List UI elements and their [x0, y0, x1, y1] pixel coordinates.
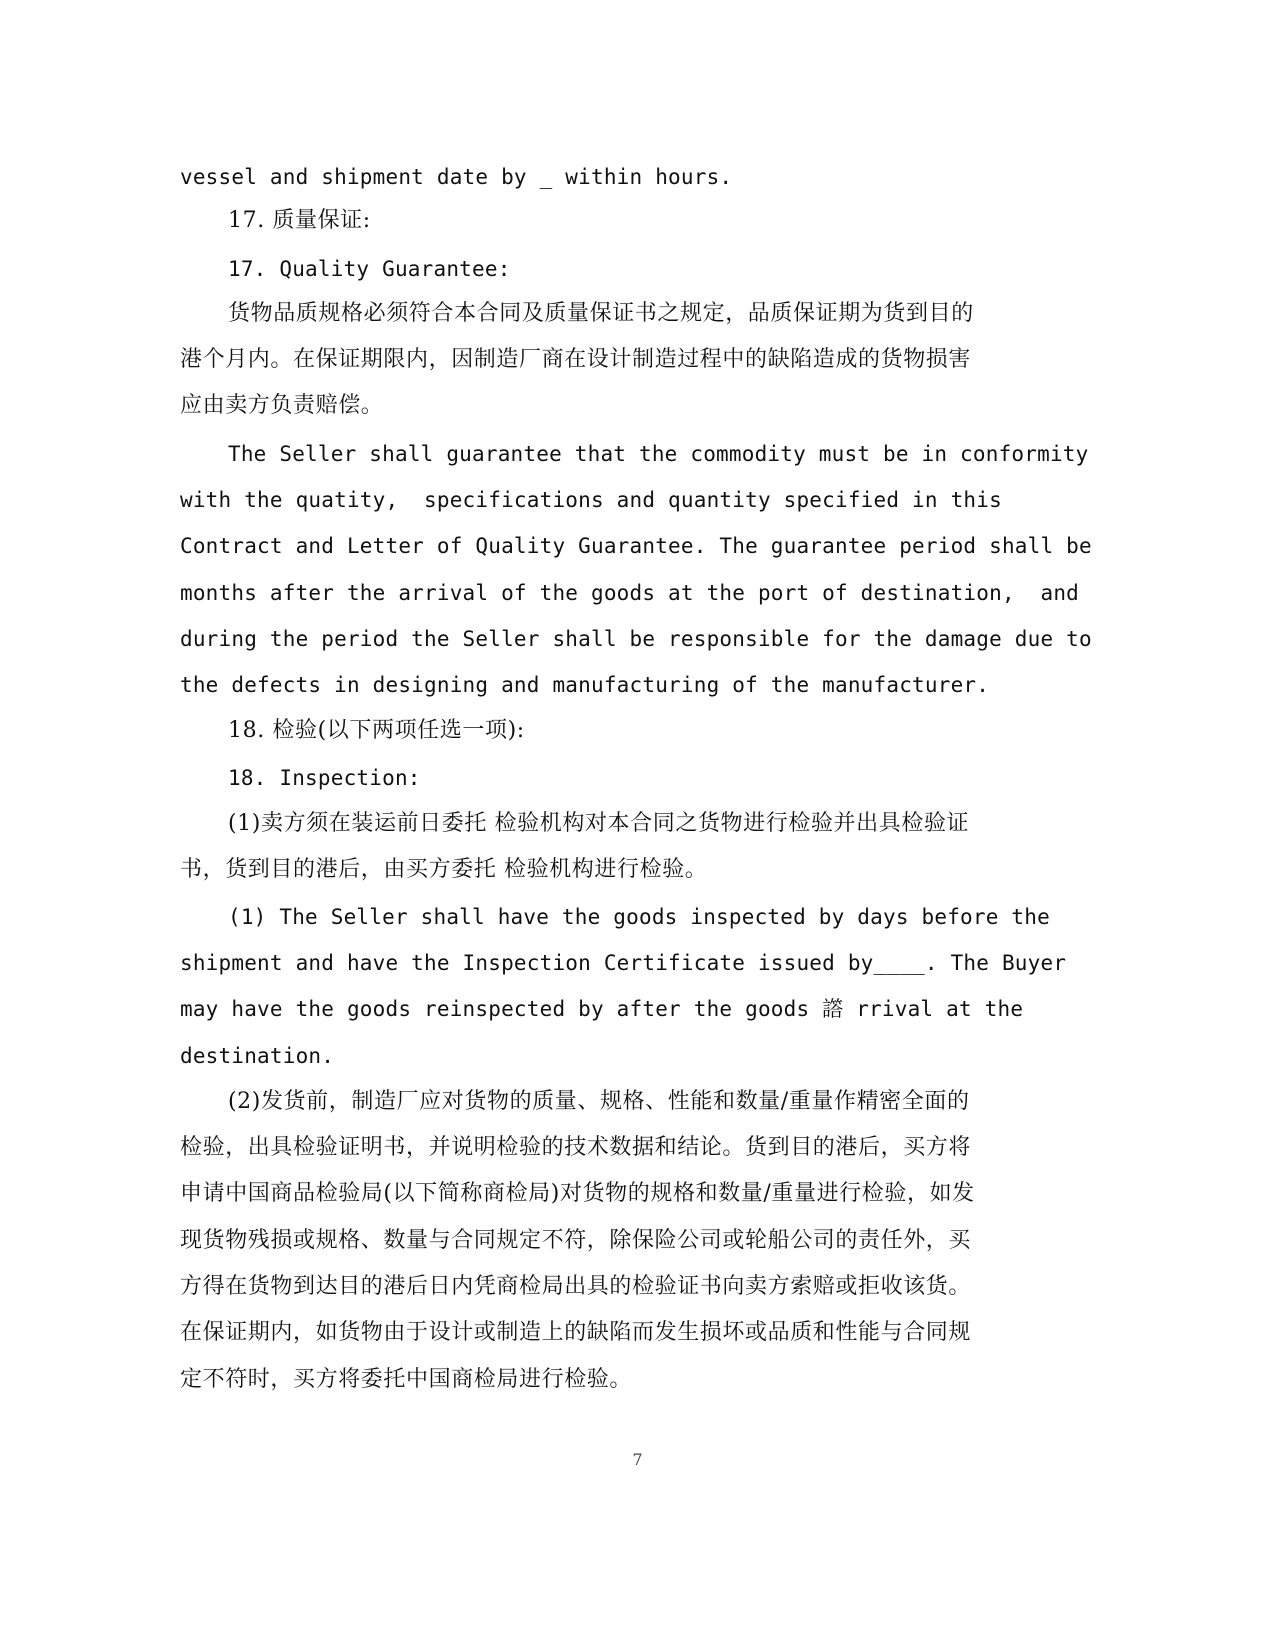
section-heading-en: 18. Inspection: — [228, 766, 421, 790]
text-line: 书，货到目的港后，由买方委托 检验机构进行检验。 — [180, 857, 708, 882]
text-line: 在保证期内，如货物由于设计或制造上的缺陷而发生损坏或品质和性能与合同规 — [180, 1320, 972, 1345]
text-line: 申请中国商品检验局(以下简称商检局)对货物的规格和数量/重量进行检验，如发 — [180, 1181, 975, 1206]
text-line: 货物品质规格必须符合本合同及质量保证书之规定，品质保证期为货到目的 — [228, 301, 974, 326]
section-heading-en: 17. Quality Guarantee: — [228, 257, 511, 281]
text-line: destination. — [180, 1044, 335, 1068]
text-line: may have the goods reinspected by after the goods 譗 rrival at the — [180, 997, 1024, 1021]
text-line: the defects in designing and manufacturing of the manufacturer. — [180, 673, 990, 697]
section-heading-cn: 18. 检验(以下两项任选一项): — [228, 718, 525, 743]
text-line: 方得在货物到达目的港后日内凭商检局出具的检验证书向卖方索赔或拒收该货。 — [180, 1274, 972, 1299]
text-line: vessel and shipment date by _ within hours. — [180, 165, 733, 189]
text-line: 定不符时，买方将委托中国商检局进行检验。 — [180, 1367, 633, 1392]
text-line: months after the arrival of the goods at the port of destination, and — [180, 581, 1080, 605]
text-line: 检验，出具检验证明书，并说明检验的技术数据和结论。货到目的港后，买方将 — [180, 1135, 972, 1160]
text-line: 港个月内。在保证期限内，因制造厂商在设计制造过程中的缺陷造成的货物损害 — [180, 347, 972, 372]
text-line: with the quatity, specifications and quantity specified in this — [180, 488, 1002, 512]
text-line: 应由卖方负责赔偿。 — [180, 393, 384, 418]
text-line: (1) The Seller shall have the goods inspected by days before the — [228, 905, 1050, 929]
text-line: (1)卖方须在装运前日委托 检验机构对本合同之货物进行检验并出具检验证 — [228, 811, 970, 836]
text-line: (2)发货前，制造厂应对货物的质量、规格、性能和数量/重量作精密全面的 — [228, 1089, 970, 1114]
text-line: during the period the Seller shall be responsible for the damage due to — [180, 627, 1092, 651]
text-line: 现货物残损或规格、数量与合同规定不符，除保险公司或轮船公司的责任外，买 — [180, 1228, 972, 1253]
section-heading-cn: 17. 质量保证: — [228, 208, 371, 233]
page-number: 7 — [632, 1450, 643, 1469]
text-line: shipment and have the Inspection Certificate issued by____. The Buyer — [180, 951, 1067, 975]
text-line: The Seller shall guarantee that the commodity must be in conformity — [228, 442, 1089, 466]
text-line: Contract and Letter of Quality Guarantee. The guarantee period shall be — [180, 534, 1092, 558]
